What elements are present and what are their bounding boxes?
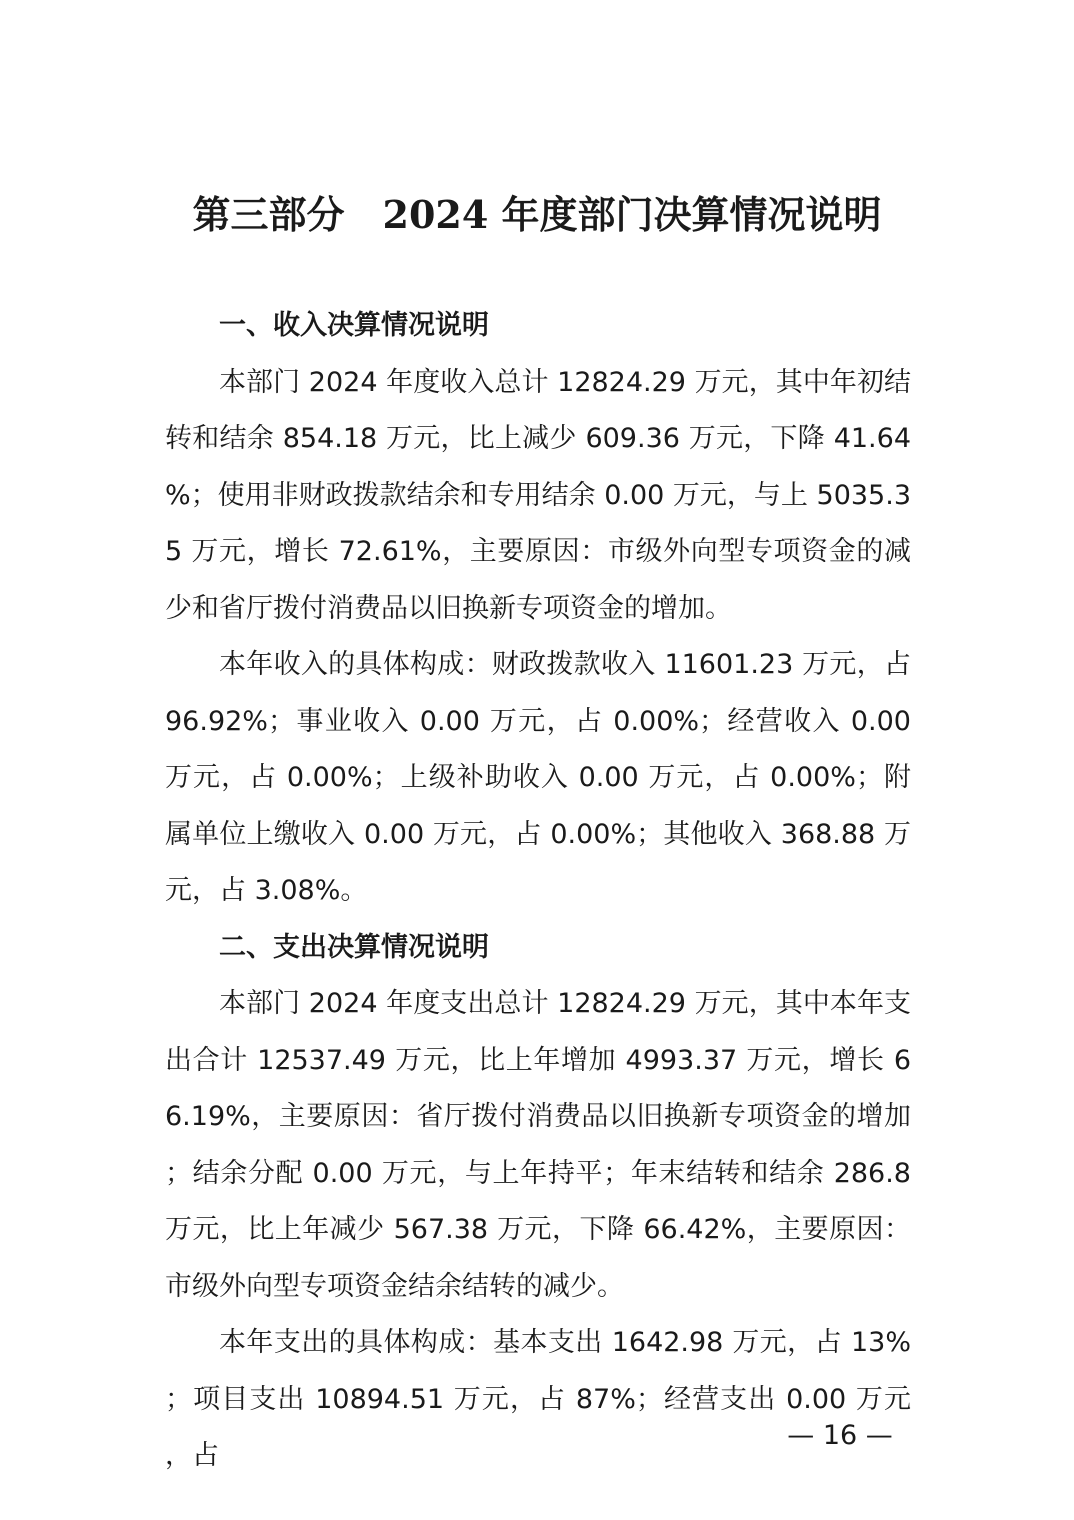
paragraph: 本部门 2024 年度支出总计 12824.29 万元，其中本年支出合计 12537.49 万元，比上年增加 4993.37 万元，增长 66.19%，主要原因：省厅拨付消费品以旧换新专项资金的增加；结余分配 0.00 万元，与上年持平；年末结转和结余 286.8 万元，比上年减少 567.38 万元，下降 66.42%，主要原因：市级外向型专项资金结余结转的减少。 [165, 988, 911, 1302]
section-heading: 一、收入决算情况说明 [219, 310, 489, 341]
section-expenditure [165, 920, 911, 1485]
section-heading: 二、支出决算情况说明 [219, 931, 489, 963]
document-body [165, 298, 911, 1485]
section-income [165, 298, 911, 920]
page-title: 第三部分 2024 年度部门决算情况说明 [192, 192, 882, 237]
paragraph: 本年收入的具体构成：财政拨款收入 11601.23 万元，占 96.92%；事业收入 0.00 万元，占 0.00%；经营收入 0.00 万元，占 0.00%；上级补助收入 0.00 万元，占 0.00%；附属单位上缴收入 0.00 万元，占 0.00%；其他收入 368.88 万元，占 3.08%。 [165, 649, 911, 906]
paragraph: 本年支出的具体构成：基本支出 1642.98 万元，占 13%；项目支出 10894.51 万元，占 87%；经营支出 0.00 万元，占 [165, 1327, 911, 1471]
paragraph: 本部门 2024 年度收入总计 12824.29 万元，其中年初结转和结余 854.18 万元，比上减少 609.36 万元，下降 41.64%；使用非财政拨款结余和专用结余 0.00 万元，与上 5035.35 万元，增长 72.61%，主要原因：市级外向型专项资金的减少和省厅拨付消费品以旧换新专项资金的增加。 [165, 366, 911, 624]
page-number: — 16 — [787, 1420, 893, 1451]
